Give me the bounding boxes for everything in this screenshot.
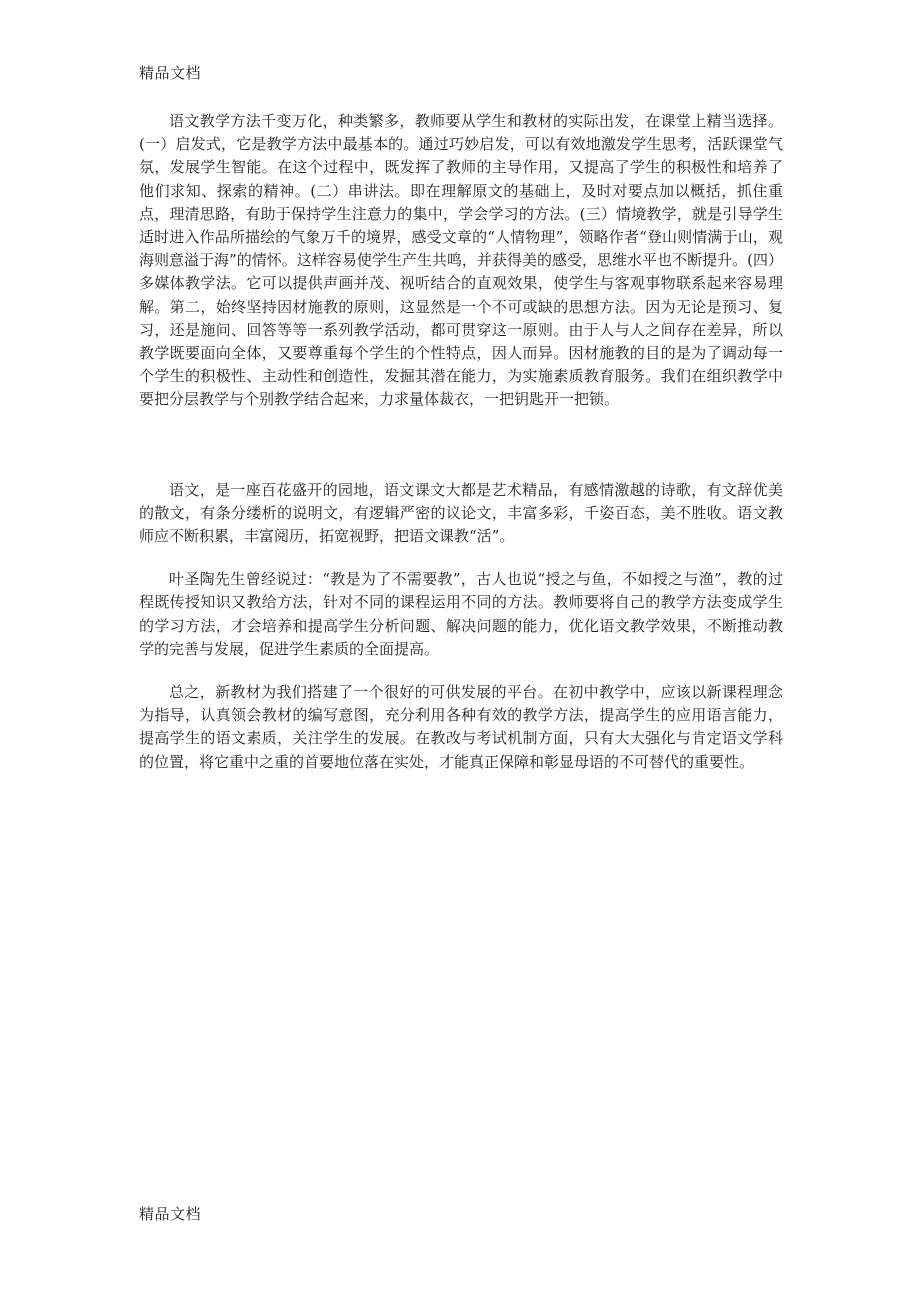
document-body [139,110,783,774]
page-footer-label: 精品文档 [139,1205,202,1223]
page-header-label: 精品文档 [139,64,202,82]
paragraph-teaching-methods: 语文教学方法千变万化，种类繁多，教师要从学生和教材的实际出发，在课堂上精当选择。(一）启发式，它是教学方法中最基本的。通过巧妙启发，可以有效地激发学生思考，活跃课堂气氛，发展学生智能。在这个过程中，既发挥了教师的主导作用，又提高了学生的积极性和培养了他们求知、探索的精神。(二）串讲法。即在理解原文的基础上，及时对要点加以概括，抓住重点，理清思路，有助于保持学生注意力的集中，学会学习的方法。(三）情境教学，就是引导学生适时进入作品所描绘的气象万千的境界，感受文章的“人情物理”，领略作者“登山则情满于山，观海则意溢于海”的情怀。这样容易使学生产生共鸣，并获得美的感受，思维水平也不断提升。(四）多媒体教学法。它可以提供声画并茂、视听结合的直观效果，使学生与客观事物联系起来容易理解。第二，始终坚持因材施教的原则，这显然是一个不可或缺的思想方法。因为无论是预习、复习，还是施问、回答等等一系列教学活动，都可贯穿这一原则。由于人与人之间存在差异，所以教学既要面向全体，又要尊重每个学生的个性特点，因人而异。因材施教的目的是为了调动每一个学生的积极性、主动性和创造性，发掘其潜在能力，为实施素质教育服务。我们在组织教学中要把分层教学与个别教学结合起来，力求量体裁衣，一把钥匙开一把锁。 [139,112,783,409]
paragraph-ye-shengtao-quote: 叶圣陶先生曾经说过：“教是为了不需要教”，古人也说“授之与鱼，不如授之与渔”，教的过程既传授知识又教给方法，针对不同的课程运用不同的方法。教师要将自己的教学方法变成学生的学习方法，才会培养和提高学生分析问题、解决问题的能力，优化语文教学效果，不断推动教学的完善与发展，促进学生素质的全面提高。 [139,570,783,658]
paragraph-conclusion: 总之，新教材为我们搭建了一个很好的可供发展的平台。在初中教学中，应该以新课程理念为指导，认真领会教材的编写意图，充分利用各种有效的教学方法，提高学生的应用语言能力，提高学生的语文素质，关注学生的发展。在教改与考试机制方面，只有大大强化与肯定语文学科的位置，将它重中之重的首要地位落在实处，才能真正保障和彰显母语的不可替代的重要性。 [139,683,783,771]
paragraph-chinese-garden: 语文，是一座百花盛开的园地，语文课文大都是艺术精品，有感情激越的诗歌，有文辞优美的散文，有条分缕析的说明文，有逻辑严密的议论文，丰富多彩，千姿百态，美不胜收。语文教师应不断积累，丰富阅历，拓宽视野，把语文课教“活”。 [139,480,783,546]
